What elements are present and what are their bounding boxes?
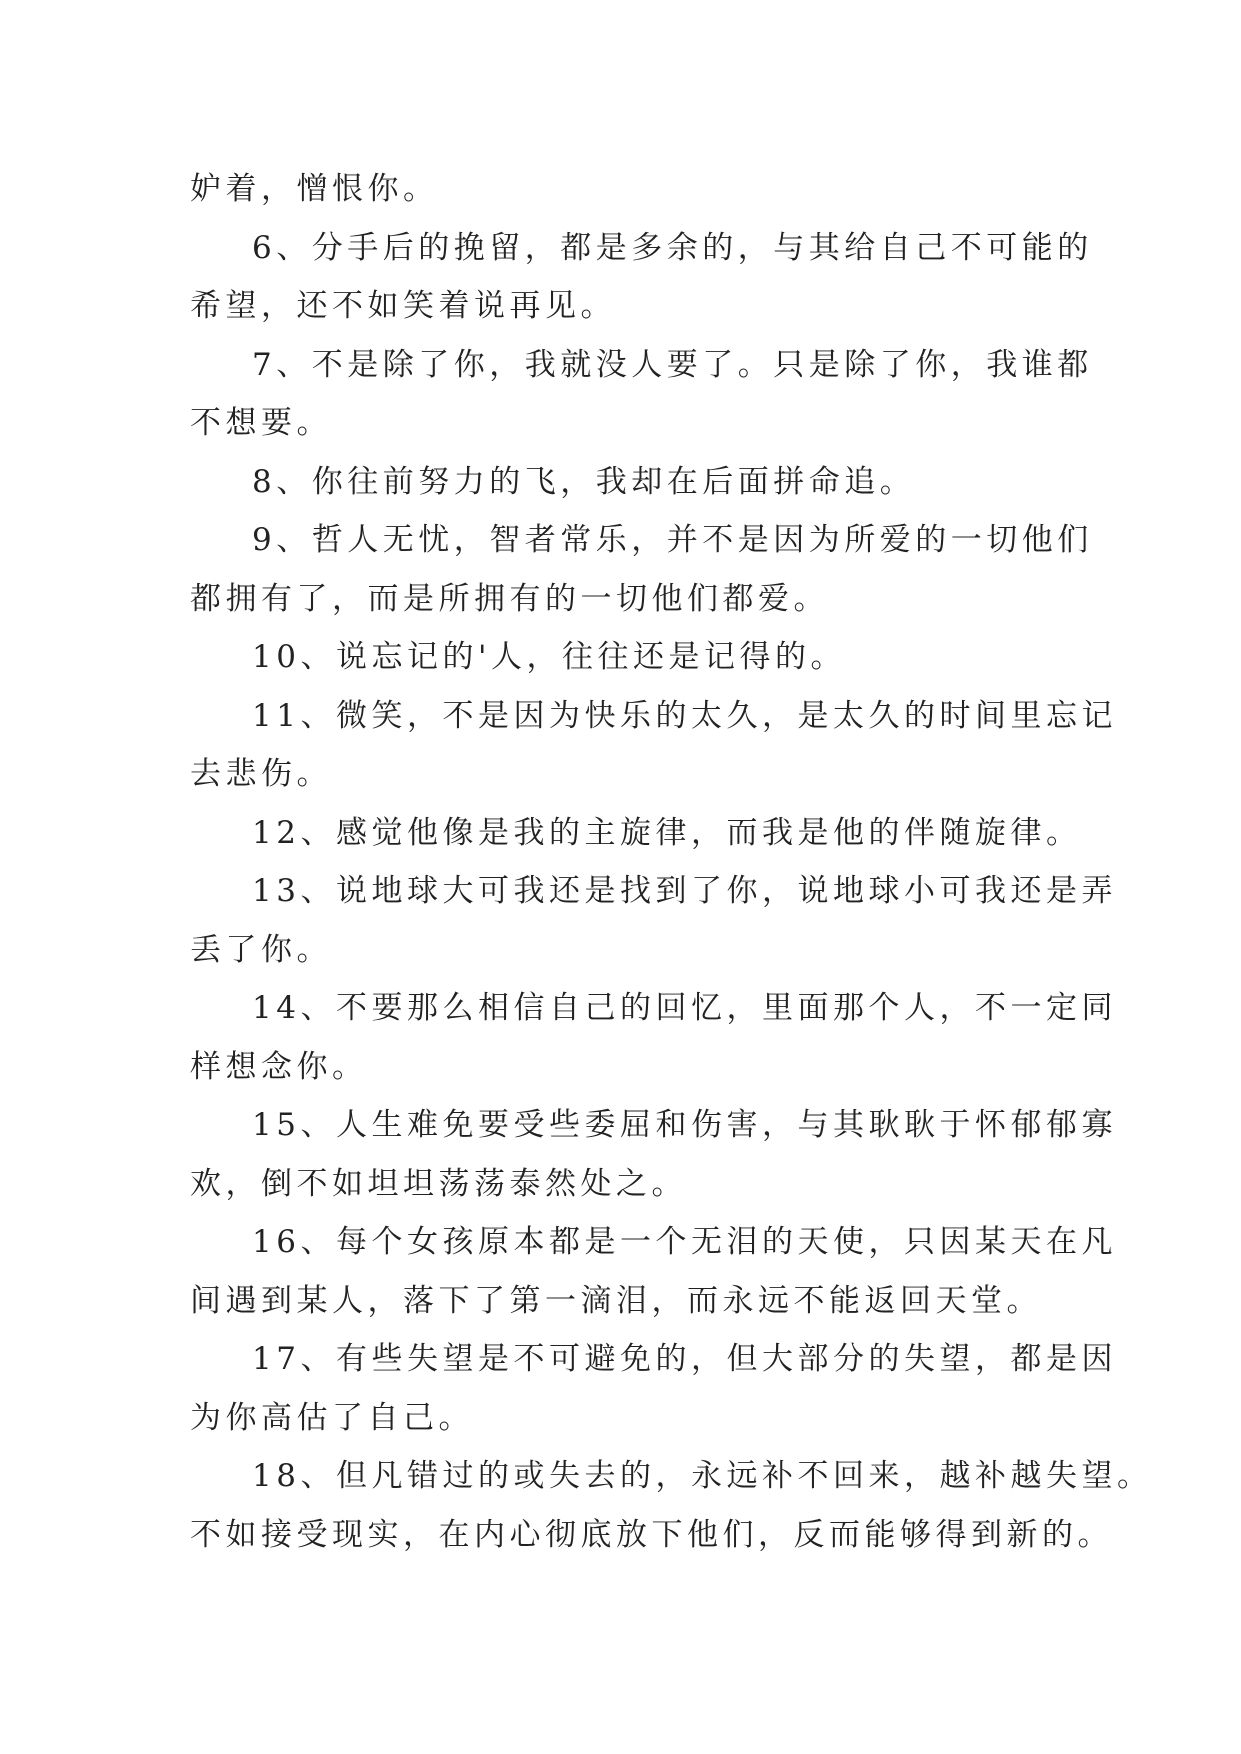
text-line: 样想念你。 — [190, 1048, 368, 1085]
text-line: 间遇到某人，落下了第一滴泪，而永远不能返回天堂。 — [190, 1282, 1042, 1319]
text-line: 8、你往前努力的飞，我却在后面拼命追。 — [252, 463, 916, 500]
text-line: 12、感觉他像是我的主旋律，而我是他的伴随旋律。 — [252, 814, 1082, 851]
text-line: 都拥有了，而是所拥有的一切他们都爱。 — [190, 580, 829, 617]
text-line: 18、但凡错过的或失去的，永远补不回来，越补越失望。 — [252, 1458, 1153, 1494]
document-body — [190, 160, 1153, 1564]
text-line: 不如接受现实，在内心彻底放下他们，反而能够得到新的。 — [190, 1516, 1113, 1553]
text-line: 希望，还不如笑着说再见。 — [190, 288, 616, 324]
text-line: 17、有些失望是不可避免的，但大部分的失望，都是因 — [252, 1341, 1117, 1377]
text-line: 10、说忘记的'人，往往还是记得的。 — [252, 639, 846, 675]
text-line: 欢，倒不如坦坦荡荡泰然处之。 — [190, 1165, 687, 1202]
text-line: 9、哲人无忧，智者常乐，并不是因为所爱的一切他们 — [252, 522, 1093, 558]
text-line: 14、不要那么相信自己的回忆，里面那个人，不一定同 — [252, 990, 1117, 1026]
text-line: 7、不是除了你，我就没人要了。只是除了你，我谁都 — [252, 346, 1093, 383]
text-line: 11、微笑，不是因为快乐的太久，是太久的时间里忘记 — [252, 697, 1117, 734]
text-line: 不想要。 — [190, 405, 332, 441]
text-line: 6、分手后的挽留，都是多余的，与其给自己不可能的 — [252, 229, 1093, 266]
text-line: 妒着，憎恨你。 — [190, 171, 439, 207]
text-line: 16、每个女孩原本都是一个无泪的天使，只因某天在凡 — [252, 1224, 1117, 1260]
text-line: 去悲伤。 — [190, 756, 332, 792]
text-line: 15、人生难免要受些委屈和伤害，与其耿耿于怀郁郁寡 — [252, 1107, 1117, 1143]
text-line: 13、说地球大可我还是找到了你，说地球小可我还是弄 — [252, 873, 1117, 909]
text-line: 为你高估了自己。 — [190, 1399, 474, 1436]
text-line: 丢了你。 — [190, 931, 332, 968]
